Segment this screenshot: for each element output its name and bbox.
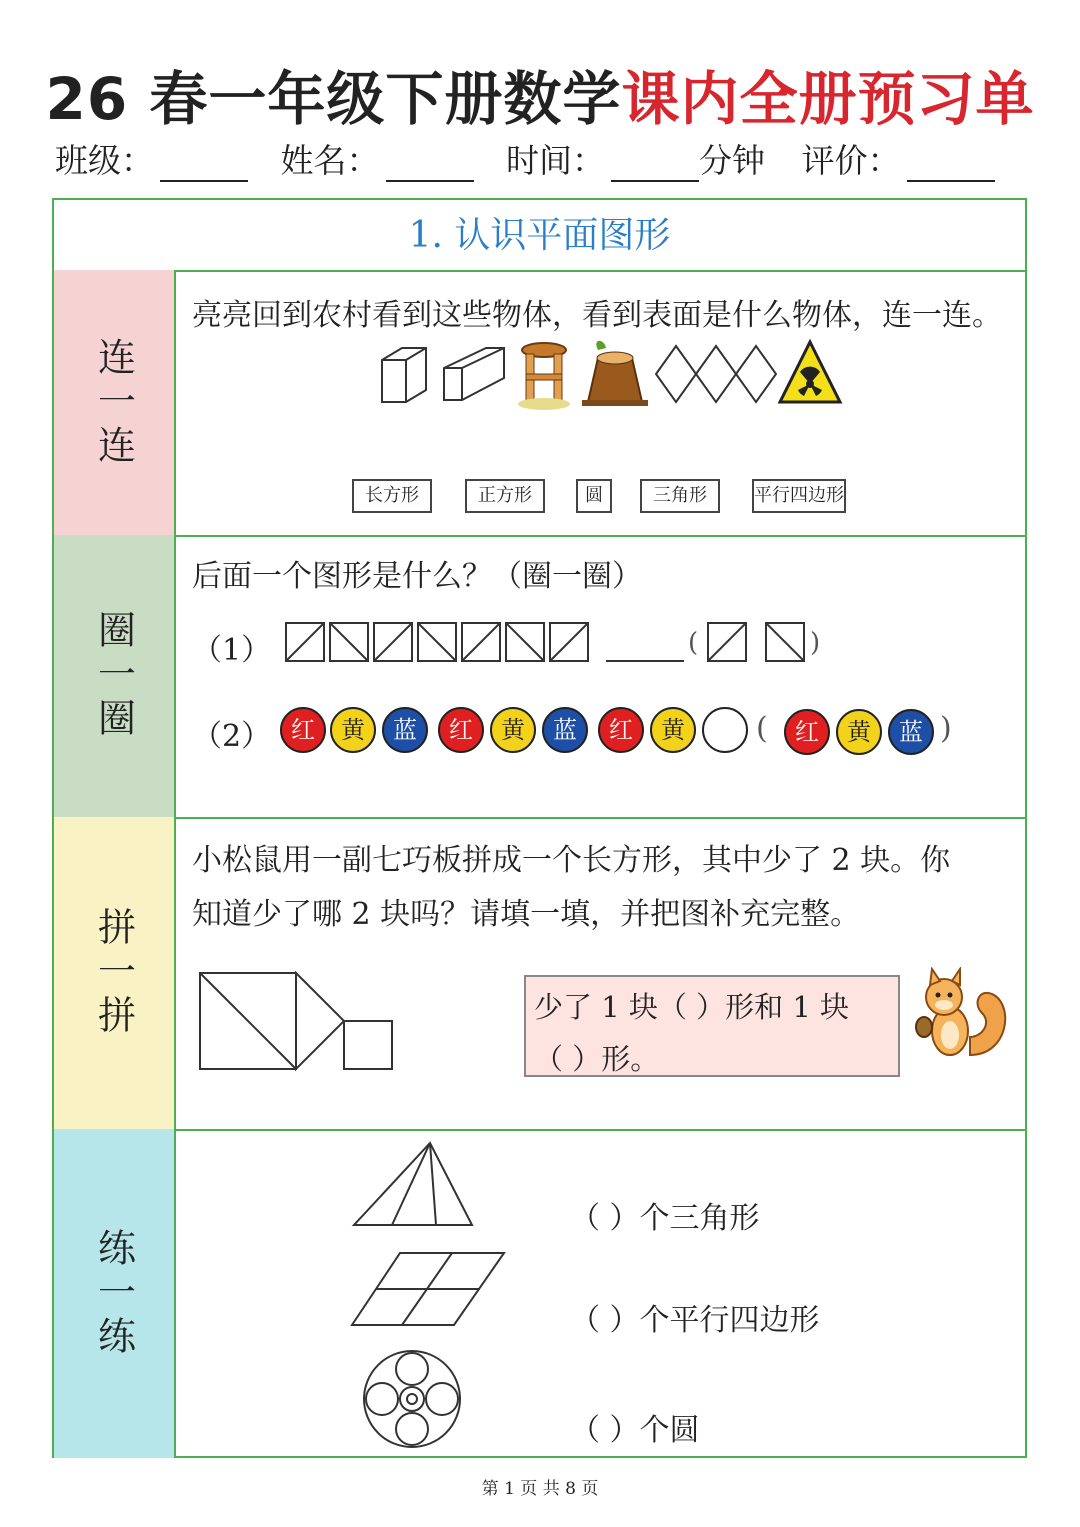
eval-blank[interactable] — [907, 148, 995, 182]
objects-row — [376, 338, 846, 418]
ball-red: 红 — [280, 707, 326, 753]
brick-icon — [444, 348, 504, 400]
minutes-label: 分钟 — [699, 141, 765, 180]
ball-blue: 蓝 — [542, 707, 588, 753]
class-blank[interactable] — [160, 148, 248, 182]
shape-label-parallelogram[interactable]: 平行四边形 — [752, 479, 846, 513]
parallelogram-count[interactable]: （ ）个平行四边形 — [570, 1303, 820, 1338]
eval-label: 评价： — [801, 141, 901, 180]
option-red[interactable]: 红 — [784, 709, 830, 755]
shape-label-square[interactable]: 正方形 — [465, 479, 545, 513]
option-blue[interactable]: 蓝 — [888, 709, 934, 755]
row-content — [176, 1129, 1025, 1458]
row-lianyilian — [54, 270, 1025, 537]
class-label: 班级： — [55, 141, 154, 180]
option-yellow[interactable]: 黄 — [836, 709, 882, 755]
row-content — [176, 535, 1025, 817]
squirrel-icon — [910, 967, 1016, 1063]
cube-icon — [382, 348, 426, 402]
parallelogram-figure — [350, 1249, 510, 1331]
ball-yellow: 黄 — [650, 707, 696, 753]
question-text: 亮亮回到农村看到这些物体，看到表面是什么物体，连一连。 — [192, 298, 1002, 333]
row-label: 练一练 — [54, 1129, 176, 1458]
question-line-1: 小松鼠用一副七巧板拼成一个长方形，其中少了 2 块。你 — [192, 843, 951, 878]
answer-line-2[interactable]: （ ）形。 — [534, 1042, 660, 1076]
q1-pattern — [284, 619, 824, 669]
row-lianyilian-practice — [54, 1129, 1025, 1458]
ball-red: 红 — [438, 707, 484, 753]
row-label: 连一连 — [54, 270, 176, 535]
svg-text:): ) — [810, 628, 821, 658]
paren-open: ( — [756, 711, 768, 746]
lattice-fence-icon — [656, 346, 776, 402]
answer-line-1[interactable]: 少了 1 块（ ）形和 1 块 — [534, 990, 849, 1024]
ball-yellow: 黄 — [330, 707, 376, 753]
circle-count[interactable]: （ ）个圆 — [570, 1413, 700, 1448]
section-title: 1. 认识平面图形 — [54, 200, 1025, 272]
row-content — [176, 817, 1025, 1129]
worksheet-frame — [52, 198, 1027, 1458]
time-label: 时间： — [506, 141, 605, 180]
row-quanyiquan — [54, 535, 1025, 819]
name-blank[interactable] — [386, 148, 474, 182]
name-label: 姓名： — [280, 141, 380, 180]
question-text: 后面一个图形是什么？（圈一圈） — [192, 559, 642, 594]
question-line-2: 知道少了哪 2 块吗？请填一填，并把图补充完整。 — [192, 897, 861, 932]
tree-stump-icon — [582, 341, 648, 406]
page-title — [0, 52, 1080, 136]
title-black: 26 春一年级下册数学 — [45, 65, 622, 133]
triangle-figure — [350, 1141, 510, 1235]
triangle-count[interactable]: （ ）个三角形 — [570, 1201, 760, 1236]
tangram-figure — [198, 971, 398, 1075]
ball-blue: 蓝 — [382, 707, 428, 753]
ball-blank[interactable] — [702, 707, 748, 753]
row-pinyipin — [54, 817, 1025, 1131]
row-label: 圈一圈 — [54, 535, 176, 817]
q2-label: （2） — [192, 719, 272, 754]
title-red: 课内全册预习单 — [621, 65, 1035, 133]
shape-label-circle[interactable]: 圆 — [576, 479, 612, 513]
answer-box — [524, 975, 900, 1077]
circles-figure — [360, 1347, 464, 1451]
radiation-sign-icon — [780, 342, 840, 402]
stool-icon — [518, 343, 570, 410]
ball-yellow: 黄 — [490, 707, 536, 753]
paren-close: ) — [940, 711, 952, 746]
ball-red: 红 — [598, 707, 644, 753]
row-label: 拼一拼 — [54, 817, 176, 1129]
svg-text:(: ( — [688, 628, 699, 658]
page-footer: 第 1 页 共 8 页 — [481, 1479, 599, 1499]
time-blank[interactable] — [611, 148, 699, 182]
student-info — [55, 135, 1017, 182]
shape-label-rectangle[interactable]: 长方形 — [352, 479, 432, 513]
q1-label: （1） — [192, 633, 272, 668]
shape-label-triangle[interactable]: 三角形 — [640, 479, 720, 513]
row-content — [176, 270, 1025, 535]
